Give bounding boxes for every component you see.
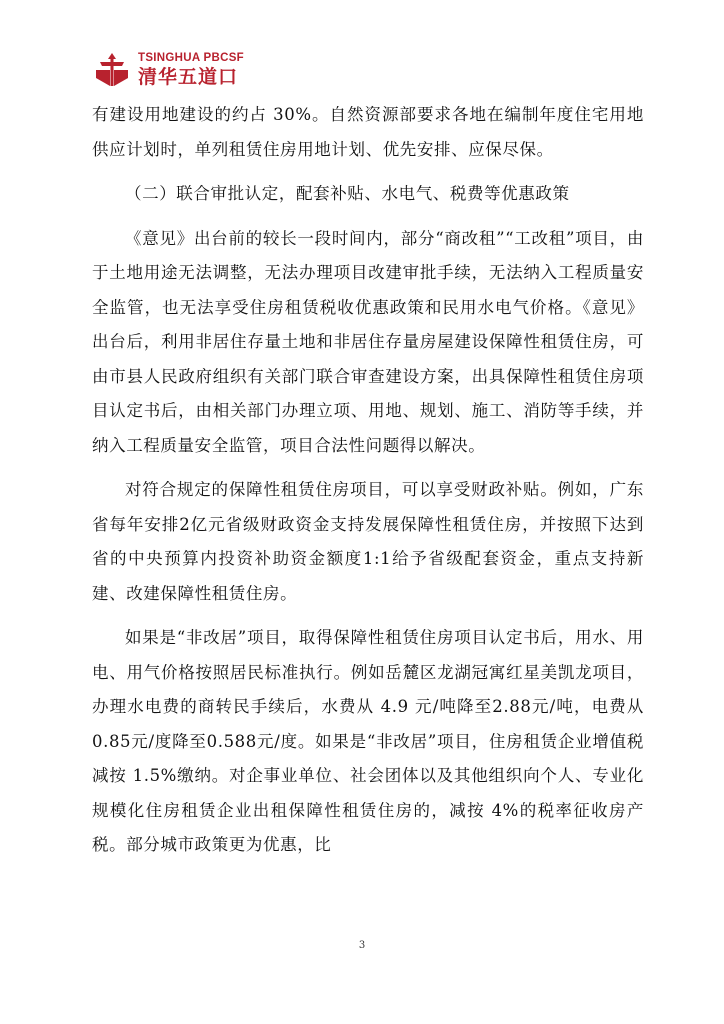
- document-body: [92, 98, 644, 863]
- paragraph-3: 对符合规定的保障性租赁住房项目，可以享受财政补贴。例如，广东省每年安排2亿元省级财政资金支持发展保障性租赁住房，并按照下达到省的中央预算内投资补助资金额度1:1给予省级配套资金，重点支持新建、改建保障性租赁住房。: [92, 480, 644, 603]
- section-heading: （二）联合审批认定，配套补贴、水电气、税费等优惠政策: [125, 184, 570, 203]
- logo-chinese-text: 清华五道口: [138, 65, 239, 88]
- logo-english-text: TSINGHUA PBCSF: [138, 52, 244, 65]
- header-logo: [92, 48, 244, 92]
- page-number: 3: [358, 940, 366, 951]
- paragraph-2: 《意见》出台前的较长一段时间内，部分“商改租”“工改租”项目，由于土地用途无法调整，无法办理项目改建审批手续，无法纳入工程质量安全监管，也无法享受住房租赁税收优惠政策和民用水电气价格。《意见》出台后，利用非居住存量土地和非居住存量房屋建设保障性租赁住房，可由市县人民政府组织有关部门联合审查建设方案，出具保障性租赁住房项目认定书后，由相关部门办理立项、用地、规划、施工、消防等手续，并纳入工程质量安全监管，项目合法性问题得以解决。: [92, 228, 644, 455]
- tsinghua-pbcsf-logo-icon: [92, 50, 132, 90]
- paragraph-1: 有建设用地建设的约占 30%。自然资源部要求各地在编制年度住宅用地供应计划时，单列租赁住房用地计划、优先安排、应保尽保。: [92, 105, 644, 159]
- paragraph-4: 如果是“非改居”项目，取得保障性租赁住房项目认定书后，用水、用电、用气价格按照居民标准执行。例如岳麓区龙湖冠寓红星美凯龙项目，办理水电费的商转民手续后，水费从 4.9 元/吨降至2.88元/吨，电费从0.85元/度降至0.588元/度。如果是“非改居”项目，住房租赁企业增值税减按 1.5%缴纳。对企事业单位、社会团体以及其他组织向个人、专业化规模化住房租赁企业出租保障性租赁住房的，减按 4%的税率征收房产税。部分城市政策更为优惠，比: [92, 628, 644, 854]
